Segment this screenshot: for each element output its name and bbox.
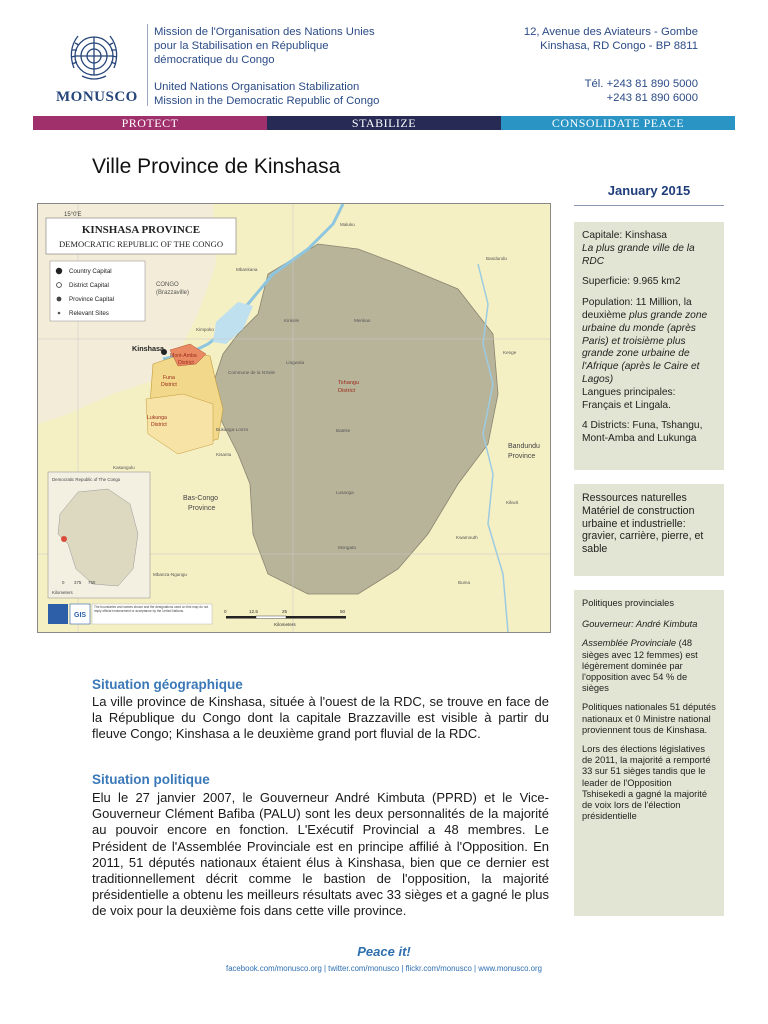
inset-scale-unit: Kilometers bbox=[52, 590, 73, 595]
resources-title: Ressources naturelles bbox=[582, 492, 687, 504]
map-label-province: Province bbox=[188, 505, 216, 512]
map-label-tshangu: Tshangu bbox=[338, 380, 360, 386]
inset-kinshasa-marker bbox=[61, 536, 67, 542]
mission-banner bbox=[33, 116, 735, 130]
map-site-label: Menkao bbox=[354, 318, 371, 323]
map-label-district: District bbox=[178, 360, 194, 366]
map-site-label: Lingwala bbox=[286, 360, 305, 365]
inset-label: Democratic Republic of The Congo bbox=[52, 477, 121, 482]
map-disclaimer: The boundaries and names shown and the designations used on this map do not imply official endorsement or acceptance by the United Nations. bbox=[94, 605, 209, 613]
inset-scale-tick: 375 bbox=[74, 580, 82, 585]
map-site-label: Lusanga bbox=[336, 490, 354, 495]
map-label-congo: CONGO bbox=[156, 282, 179, 288]
national-politics: Politiques nationales 51 députés nationaux et 0 Ministre national proviennent tous de Kinshasa. bbox=[582, 702, 716, 735]
map-site-label: Buma bbox=[458, 580, 471, 585]
population: Population: 11 Million, la deuxième bbox=[582, 297, 692, 321]
page-title: Ville Province de Kinshasa bbox=[92, 155, 341, 178]
map-site-label: Mongata bbox=[338, 545, 356, 550]
map-site-label: Kasangulu bbox=[113, 465, 135, 470]
publication-date: January 2015 bbox=[607, 183, 691, 198]
scale-tick: 0 bbox=[224, 609, 227, 614]
footer-social-links[interactable]: facebook.com/monusco.org | twitter.com/monusco | flickr.com/monusco | www.monusco.org bbox=[226, 964, 542, 973]
map-label-brazzaville: (Brazzaville) bbox=[156, 290, 190, 296]
mission-name-en: United Nations Organisation Stabilization Mission in the Democratic Republic of Congo bbox=[154, 81, 380, 107]
politics-title: Politiques provinciales bbox=[582, 598, 674, 608]
legend-item: Province Capital bbox=[69, 296, 115, 303]
politics-section-text: Elu le 27 janvier 2007, le Gouverneur André Kimbuta (PPRD) et le Vice-Gouverneur Clément Bafiba (PALU) sont les deux personnalités de la majorité au pouvoir encore en fonction. L'Exécutif Provincial a 48 membres. Le Président de l'Assemblée Provinciale est en principe affilié à l'Opposition. En 2011, 51 députés nationaux étaient élus à Kinshasa, bien que ce dernier est traditionnellement décrit comme le bastion de l'opposition, la majorité présidentielle a obtenu les meilleurs résultats avec 33 sièges et a gagné le plus de voix pour la deuxième fois dans cette ville province. bbox=[92, 790, 549, 919]
legend-item: Relevant Sites bbox=[69, 310, 109, 317]
map-label-bas-congo: Bas-Congo bbox=[183, 495, 219, 502]
inset-scale-tick: 0 bbox=[62, 580, 65, 585]
map-site-label: Maluku bbox=[340, 222, 355, 227]
languages: Langues principales: Français et Lingala. bbox=[582, 386, 676, 411]
inset-scale-tick: 750 bbox=[88, 580, 96, 585]
legend-item: Country Capital bbox=[69, 268, 112, 275]
scale-tick: 12.5 bbox=[249, 609, 258, 614]
header-divider bbox=[147, 24, 148, 106]
province-capital-symbol bbox=[57, 297, 62, 302]
map-site-label: Kisantu bbox=[216, 452, 232, 457]
un-emblem-icon bbox=[62, 24, 126, 88]
gis-logo-text: GIS bbox=[74, 612, 87, 619]
map-site-label: Bateke bbox=[336, 428, 351, 433]
map-label-lukunga: Lukunga bbox=[147, 415, 167, 421]
phone-numbers: Tél. +243 81 890 5000 +243 81 890 6000 bbox=[584, 78, 698, 104]
map-label-district: District bbox=[338, 388, 356, 394]
assembly-text: (48 sièges avec 12 femmes) est légèrement dominée par l'opposition avec 54 % de sièges bbox=[582, 638, 698, 694]
geo-section-title: Situation géographique bbox=[92, 677, 243, 692]
map-label-funa: Funa bbox=[163, 375, 175, 381]
legend-item: District Capital bbox=[69, 282, 109, 289]
map-site-label: Mbankana bbox=[236, 267, 258, 272]
map-title: KINSHASA PROVINCE bbox=[81, 224, 201, 236]
scale-unit: Kilometers bbox=[274, 622, 296, 627]
map-site-label: Kikwit bbox=[506, 500, 518, 505]
districts: 4 Districts: Funa, Tshangu, Mont-Amba and Lukunga bbox=[582, 420, 703, 445]
capital-label: Capitale: Kinshasa bbox=[582, 230, 667, 241]
map-site-label: Kimpoko bbox=[196, 327, 214, 332]
population-note: plus grande zone urbaine du monde (après Paris) et troisième plus grande zone urbaine de l'Afrique (après le Caire et Lagos) bbox=[582, 309, 708, 385]
politics-section-title: Situation politique bbox=[92, 772, 210, 787]
assembly-label: Assemblée Provinciale bbox=[582, 638, 677, 649]
slogan: Peace it! bbox=[357, 944, 411, 959]
map-site-label: Commune de la N'Sele bbox=[228, 370, 276, 375]
natural-resources-panel bbox=[574, 484, 724, 576]
kinshasa-province-map bbox=[37, 203, 551, 633]
map-label-mont-amba: Mont-Amba bbox=[170, 353, 197, 359]
mission-name-fr: Mission de l'Organisation des Nations Unies pour la Stabilisation en République démocratique du Congo bbox=[154, 26, 375, 66]
map-site-label: Bandundu bbox=[486, 256, 507, 261]
banner-protect: PROTECT bbox=[33, 116, 267, 130]
scale-tick: 50 bbox=[340, 609, 346, 614]
date-underline bbox=[574, 205, 724, 206]
map-label-province: Province bbox=[508, 453, 536, 460]
elections-2011: Lors des élections législatives de 2011, la majorité a remporté 33 sur 51 sièges tandis que le leader de l'Opposition Tshisekedi a gagné la majorité de voix lors de l'élection présidentielle bbox=[582, 744, 711, 822]
map-label-district: District bbox=[161, 382, 177, 388]
banner-consolidate-peace: CONSOLIDATE PEACE bbox=[501, 116, 735, 130]
map-site-label: Kinkole bbox=[284, 318, 300, 323]
map-label-district: District bbox=[151, 422, 167, 428]
map-coordinate-label: 15°0'E bbox=[64, 212, 82, 218]
map-label-bandundu: Bandundu bbox=[508, 443, 540, 450]
address: 12, Avenue des Aviateurs - Gombe Kinshasa, RD Congo - BP 8811 bbox=[523, 26, 698, 52]
resources-text: Matériel de construction urbaine et industrielle: gravier, carrière, pierre, et sable bbox=[582, 504, 704, 556]
un-logo-icon bbox=[48, 604, 68, 624]
area: Superficie: 9.965 km2 bbox=[582, 276, 681, 288]
geo-section-text: La ville province de Kinshasa, située à l'ouest de la RDC, se trouve en face de la République du Congo dont la capitale Brazzaville est visible à partir du fleuve Congo; Kinshasa a le deuxième grand port fluvial de la RDC. bbox=[92, 694, 549, 742]
banner-stabilize: STABILIZE bbox=[267, 116, 501, 130]
country-capital-symbol bbox=[56, 268, 62, 274]
relevant-site-symbol bbox=[58, 312, 61, 315]
map-subtitle: DEMOCRATIC REPUBLIC OF THE CONGO bbox=[58, 239, 224, 249]
provincial-politics-panel bbox=[574, 590, 724, 916]
key-facts-panel bbox=[574, 222, 724, 470]
map-site-label: Kwamouth bbox=[456, 535, 478, 540]
map-label-kinshasa: Kinshasa bbox=[132, 344, 164, 353]
brand-name: MONUSCO bbox=[56, 89, 138, 105]
capital-note: La plus grande ville de la RDC bbox=[582, 242, 695, 267]
map-site-label: Kenge bbox=[503, 350, 517, 355]
governor: Gouverneur: André Kimbuta bbox=[582, 619, 698, 630]
map-site-label: Mbanza-Ngungu bbox=[153, 572, 187, 577]
scale-tick: 25 bbox=[282, 609, 288, 614]
map-site-label: Bukanga-Lonzo bbox=[216, 427, 249, 432]
